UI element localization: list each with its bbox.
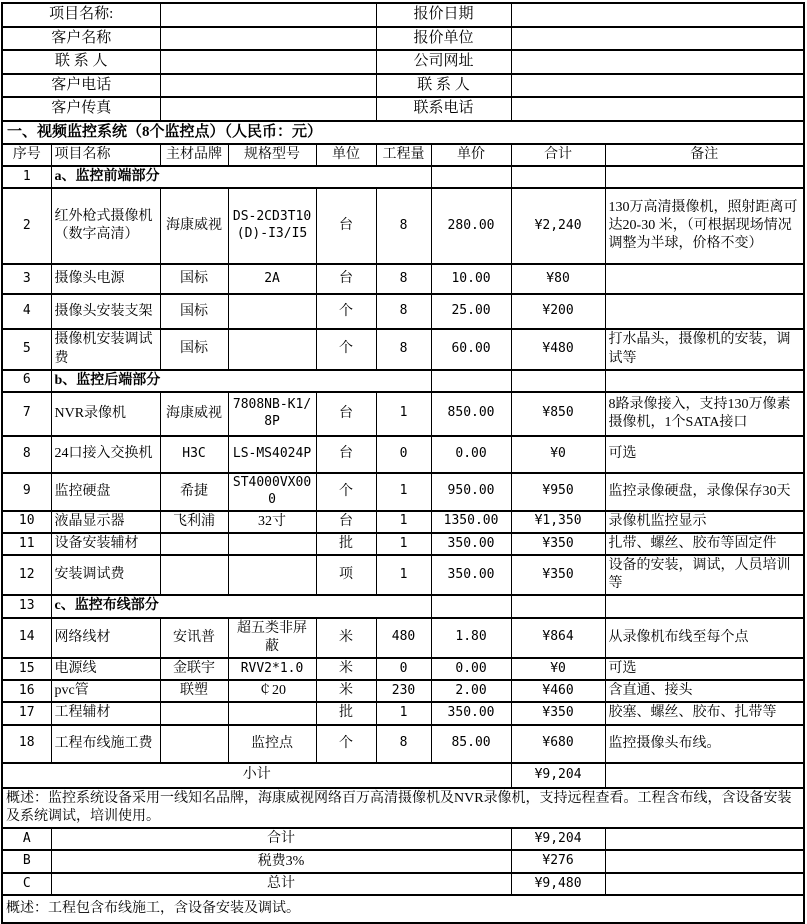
name-cell: pvc管 bbox=[51, 680, 160, 702]
customer-fax-label: 客户传真 bbox=[2, 97, 160, 121]
price-cell bbox=[431, 595, 511, 617]
spec-cell: 32寸 bbox=[228, 511, 316, 533]
form-row bbox=[2, 3, 804, 27]
column-header: 主材品牌 bbox=[160, 144, 228, 166]
name-cell: 工程布线施工费 bbox=[51, 725, 160, 763]
brand-cell: 希捷 bbox=[160, 473, 228, 511]
qty-cell: 8 bbox=[376, 188, 431, 264]
name-cell: 监控硬盘 bbox=[51, 473, 160, 511]
contact-phone-label: 联系电话 bbox=[376, 97, 511, 121]
column-header: 备注 bbox=[605, 144, 804, 166]
unit-cell: 个 bbox=[316, 294, 376, 329]
note-cell: 可选 bbox=[605, 436, 804, 473]
qty-cell: 8 bbox=[376, 294, 431, 329]
name-cell: 摄像头安装支架 bbox=[51, 294, 160, 329]
item-row bbox=[2, 436, 804, 473]
company-website-input[interactable] bbox=[511, 50, 804, 74]
subtotal-value: ¥9,204 bbox=[511, 763, 605, 788]
section-label: c、监控布线部分 bbox=[51, 595, 431, 617]
contact-person-label: 联 系 人 bbox=[2, 50, 160, 74]
serial-cell: 2 bbox=[2, 188, 51, 264]
total-cell: ¥950 bbox=[511, 473, 605, 511]
qty-cell: 1 bbox=[376, 473, 431, 511]
grand-total-value: ¥9,204 bbox=[511, 828, 605, 850]
tax-label: 税费3% bbox=[51, 850, 511, 873]
serial-cell: 13 bbox=[2, 595, 51, 617]
unit-cell: 批 bbox=[316, 533, 376, 555]
unit-cell: 项 bbox=[316, 555, 376, 595]
seller-contact-input[interactable] bbox=[511, 74, 804, 98]
serial-cell: 12 bbox=[2, 555, 51, 595]
price-cell: 2.00 bbox=[431, 680, 511, 702]
subtotal-row bbox=[2, 763, 804, 788]
brand-cell: 飞利浦 bbox=[160, 511, 228, 533]
note-cell: 含直通、接头 bbox=[605, 680, 804, 702]
serial-cell: 4 bbox=[2, 294, 51, 329]
item-row bbox=[2, 702, 804, 724]
unit-cell: 台 bbox=[316, 188, 376, 264]
form-row bbox=[2, 74, 804, 98]
section-row bbox=[2, 595, 804, 617]
qty-cell: 8 bbox=[376, 264, 431, 294]
section-label: b、监控后端部分 bbox=[51, 370, 431, 392]
unit-cell: 个 bbox=[316, 725, 376, 763]
customer-fax-input[interactable] bbox=[160, 97, 376, 121]
unit-cell: 米 bbox=[316, 680, 376, 702]
spec-cell bbox=[228, 702, 316, 724]
price-cell bbox=[431, 370, 511, 392]
item-row bbox=[2, 511, 804, 533]
total-cell: ¥80 bbox=[511, 264, 605, 294]
section-label: a、监控前端部分 bbox=[51, 166, 431, 188]
serial-cell: 18 bbox=[2, 725, 51, 763]
price-cell bbox=[431, 166, 511, 188]
price-cell: 25.00 bbox=[431, 294, 511, 329]
total-cell bbox=[511, 595, 605, 617]
name-cell: 24口接入交换机 bbox=[51, 436, 160, 473]
brand-cell: 海康威视 bbox=[160, 392, 228, 436]
summary-note-1: 概述：监控系统设备采用一线知名品牌，海康威视网络百万高清摄像机及NVR录像机，支持远程查看。工程含布线，含设备安装及系统调试，培训使用。 bbox=[2, 788, 804, 828]
total-serial: C bbox=[2, 873, 51, 895]
brand-cell: 国标 bbox=[160, 294, 228, 329]
total-cell: ¥680 bbox=[511, 725, 605, 763]
qty-cell: 8 bbox=[376, 725, 431, 763]
note-cell: 可选 bbox=[605, 658, 804, 680]
serial-cell: 11 bbox=[2, 533, 51, 555]
column-header: 规格型号 bbox=[228, 144, 316, 166]
brand-cell bbox=[160, 702, 228, 724]
note-cell: 从录像机布线至每个点 bbox=[605, 618, 804, 658]
price-cell: 280.00 bbox=[431, 188, 511, 264]
spec-cell: ￠20 bbox=[228, 680, 316, 702]
summary-note-row bbox=[2, 788, 804, 828]
column-header: 项目名称 bbox=[51, 144, 160, 166]
serial-cell: 6 bbox=[2, 370, 51, 392]
item-row bbox=[2, 188, 804, 264]
serial-cell: 15 bbox=[2, 658, 51, 680]
total-row bbox=[2, 828, 804, 850]
unit-cell: 米 bbox=[316, 618, 376, 658]
note-cell bbox=[605, 294, 804, 329]
serial-cell: 14 bbox=[2, 618, 51, 658]
customer-name-label: 客户名称 bbox=[2, 27, 160, 51]
item-row bbox=[2, 294, 804, 329]
column-header: 合计 bbox=[511, 144, 605, 166]
section-row bbox=[2, 370, 804, 392]
note-cell: 录像机监控显示 bbox=[605, 511, 804, 533]
spec-cell: DS-2CD3T10(D)-I3/I5 bbox=[228, 188, 316, 264]
total-cell bbox=[511, 370, 605, 392]
spec-cell: ST4000VX000 bbox=[228, 473, 316, 511]
note-cell: 扎带、螺丝、胶布等固定件 bbox=[605, 533, 804, 555]
quote-company-label: 报价单位 bbox=[376, 27, 511, 51]
spec-cell bbox=[228, 329, 316, 369]
quote-date-label: 报价日期 bbox=[376, 3, 511, 27]
price-cell: 350.00 bbox=[431, 533, 511, 555]
total-cell: ¥350 bbox=[511, 702, 605, 724]
qty-cell: 1 bbox=[376, 555, 431, 595]
qty-cell: 0 bbox=[376, 436, 431, 473]
name-cell: 摄像机安装调试费 bbox=[51, 329, 160, 369]
brand-cell: 海康威视 bbox=[160, 188, 228, 264]
grand-total-label: 合计 bbox=[51, 828, 511, 850]
price-cell: 1350.00 bbox=[431, 511, 511, 533]
qty-cell: 1 bbox=[376, 702, 431, 724]
serial-cell: 10 bbox=[2, 511, 51, 533]
total-row bbox=[2, 850, 804, 873]
item-row bbox=[2, 473, 804, 511]
company-website-label: 公司网址 bbox=[376, 50, 511, 74]
customer-phone-input[interactable] bbox=[160, 74, 376, 98]
spec-cell bbox=[228, 533, 316, 555]
summary-note-row bbox=[2, 895, 804, 923]
note-cell: 打水晶头，摄像机的安装，调试等 bbox=[605, 329, 804, 369]
note-cell: 监控录像硬盘，录像保存30天 bbox=[605, 473, 804, 511]
seller-contact-label: 联 系 人 bbox=[376, 74, 511, 98]
spec-cell: 2A bbox=[228, 264, 316, 294]
tax-value: ¥276 bbox=[511, 850, 605, 873]
name-cell: NVR录像机 bbox=[51, 392, 160, 436]
brand-cell: H3C bbox=[160, 436, 228, 473]
final-total-value: ¥9,480 bbox=[511, 873, 605, 895]
qty-cell: 230 bbox=[376, 680, 431, 702]
serial-cell: 3 bbox=[2, 264, 51, 294]
qty-cell: 8 bbox=[376, 329, 431, 369]
form-row bbox=[2, 97, 804, 121]
contact-phone-input[interactable] bbox=[511, 97, 804, 121]
price-cell: 10.00 bbox=[431, 264, 511, 294]
spec-cell: 超五类非屏蔽 bbox=[228, 618, 316, 658]
summary-note-2: 概述：工程包含布线施工，含设备安装及调试。 bbox=[2, 895, 804, 923]
note-cell bbox=[605, 264, 804, 294]
total-cell bbox=[511, 166, 605, 188]
qty-cell: 1 bbox=[376, 511, 431, 533]
note-cell bbox=[605, 166, 804, 188]
serial-cell: 16 bbox=[2, 680, 51, 702]
project-name-label: 项目名称: bbox=[2, 3, 160, 27]
brand-cell bbox=[160, 555, 228, 595]
price-cell: 350.00 bbox=[431, 555, 511, 595]
total-cell: ¥480 bbox=[511, 329, 605, 369]
spec-cell: RVV2*1.0 bbox=[228, 658, 316, 680]
name-cell: 红外枪式摄像机（数字高清） bbox=[51, 188, 160, 264]
price-cell: 0.00 bbox=[431, 436, 511, 473]
price-cell: 350.00 bbox=[431, 702, 511, 724]
form-row bbox=[2, 50, 804, 74]
item-row bbox=[2, 329, 804, 369]
total-cell: ¥200 bbox=[511, 294, 605, 329]
item-row bbox=[2, 555, 804, 595]
serial-cell: 1 bbox=[2, 166, 51, 188]
note-cell: 130万高清摄像机，照射距离可达20-30 米，（可根据现场情况调整为半球，价格不变） bbox=[605, 188, 804, 264]
name-cell: 电源线 bbox=[51, 658, 160, 680]
total-cell: ¥350 bbox=[511, 555, 605, 595]
note-cell bbox=[605, 595, 804, 617]
column-header: 单位 bbox=[316, 144, 376, 166]
name-cell: 设备安装辅材 bbox=[51, 533, 160, 555]
note-cell bbox=[605, 828, 804, 850]
item-row bbox=[2, 618, 804, 658]
price-cell: 850.00 bbox=[431, 392, 511, 436]
section-row bbox=[2, 166, 804, 188]
qty-cell: 1 bbox=[376, 533, 431, 555]
price-cell: 1.80 bbox=[431, 618, 511, 658]
brand-cell: 国标 bbox=[160, 329, 228, 369]
serial-cell: 8 bbox=[2, 436, 51, 473]
spec-cell: LS-MS4024P bbox=[228, 436, 316, 473]
section-title: 一、视频监控系统（8个监控点）（人民币：元） bbox=[2, 121, 804, 145]
qty-cell: 480 bbox=[376, 618, 431, 658]
item-row bbox=[2, 392, 804, 436]
total-cell: ¥0 bbox=[511, 658, 605, 680]
name-cell: 安装调试费 bbox=[51, 555, 160, 595]
price-cell: 950.00 bbox=[431, 473, 511, 511]
total-cell: ¥350 bbox=[511, 533, 605, 555]
unit-cell: 台 bbox=[316, 392, 376, 436]
note-cell: 胶塞、螺丝、胶布、扎带等 bbox=[605, 702, 804, 724]
unit-cell: 个 bbox=[316, 473, 376, 511]
brand-cell: 金联宇 bbox=[160, 658, 228, 680]
note-cell: 8路录像接入，支持130万像素摄像机，1个SATA接口 bbox=[605, 392, 804, 436]
total-cell: ¥850 bbox=[511, 392, 605, 436]
total-cell: ¥460 bbox=[511, 680, 605, 702]
quote-company-input[interactable] bbox=[511, 27, 804, 51]
total-serial: A bbox=[2, 828, 51, 850]
customer-phone-label: 客户电话 bbox=[2, 74, 160, 98]
item-row bbox=[2, 533, 804, 555]
price-cell: 85.00 bbox=[431, 725, 511, 763]
quotation-table bbox=[1, 2, 805, 924]
note-cell bbox=[605, 763, 804, 788]
qty-cell: 0 bbox=[376, 658, 431, 680]
quote-date-input[interactable] bbox=[511, 3, 804, 27]
column-header: 序号 bbox=[2, 144, 51, 166]
serial-cell: 9 bbox=[2, 473, 51, 511]
price-cell: 60.00 bbox=[431, 329, 511, 369]
spec-cell bbox=[228, 555, 316, 595]
total-serial: B bbox=[2, 850, 51, 873]
name-cell: 工程辅材 bbox=[51, 702, 160, 724]
unit-cell: 台 bbox=[316, 264, 376, 294]
column-header-row bbox=[2, 144, 804, 166]
note-cell bbox=[605, 873, 804, 895]
note-cell: 设备的安装，调试，人员培训等 bbox=[605, 555, 804, 595]
price-cell: 0.00 bbox=[431, 658, 511, 680]
serial-cell: 17 bbox=[2, 702, 51, 724]
item-row bbox=[2, 264, 804, 294]
brand-cell: 国标 bbox=[160, 264, 228, 294]
item-row bbox=[2, 725, 804, 763]
spec-cell: 监控点 bbox=[228, 725, 316, 763]
final-total-label: 总计 bbox=[51, 873, 511, 895]
total-row bbox=[2, 873, 804, 895]
brand-cell bbox=[160, 533, 228, 555]
column-header: 单价 bbox=[431, 144, 511, 166]
qty-cell: 1 bbox=[376, 392, 431, 436]
note-cell bbox=[605, 370, 804, 392]
serial-cell: 5 bbox=[2, 329, 51, 369]
form-row bbox=[2, 27, 804, 51]
unit-cell: 台 bbox=[316, 511, 376, 533]
customer-name-input[interactable] bbox=[160, 27, 376, 51]
serial-cell: 7 bbox=[2, 392, 51, 436]
project-name-input[interactable] bbox=[160, 3, 376, 27]
brand-cell bbox=[160, 725, 228, 763]
section-title-row bbox=[2, 121, 804, 145]
note-cell bbox=[605, 850, 804, 873]
unit-cell: 批 bbox=[316, 702, 376, 724]
spec-cell: 7808NB-K1/8P bbox=[228, 392, 316, 436]
unit-cell: 个 bbox=[316, 329, 376, 369]
total-cell: ¥864 bbox=[511, 618, 605, 658]
item-row bbox=[2, 680, 804, 702]
unit-cell: 台 bbox=[316, 436, 376, 473]
total-cell: ¥1,350 bbox=[511, 511, 605, 533]
column-header: 工程量 bbox=[376, 144, 431, 166]
unit-cell: 米 bbox=[316, 658, 376, 680]
note-cell: 监控摄像头布线。 bbox=[605, 725, 804, 763]
brand-cell: 安讯普 bbox=[160, 618, 228, 658]
contact-person-input[interactable] bbox=[160, 50, 376, 74]
brand-cell: 联塑 bbox=[160, 680, 228, 702]
item-row bbox=[2, 658, 804, 680]
name-cell: 摄像头电源 bbox=[51, 264, 160, 294]
name-cell: 网络线材 bbox=[51, 618, 160, 658]
total-cell: ¥2,240 bbox=[511, 188, 605, 264]
subtotal-label: 小计 bbox=[2, 763, 511, 788]
name-cell: 液晶显示器 bbox=[51, 511, 160, 533]
spec-cell bbox=[228, 294, 316, 329]
total-cell: ¥0 bbox=[511, 436, 605, 473]
